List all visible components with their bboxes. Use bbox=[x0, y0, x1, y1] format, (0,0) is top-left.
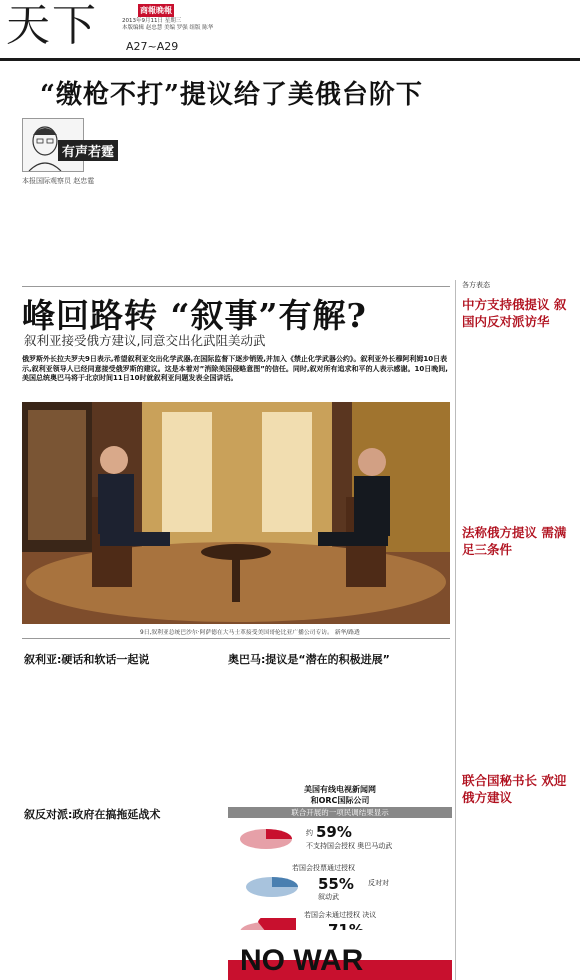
pie-chart-icon bbox=[242, 873, 302, 901]
poll-bar: 联合开展的一项民调结果显示 bbox=[228, 807, 452, 818]
column-text-4 bbox=[332, 118, 432, 283]
section-syria-text-1 bbox=[22, 668, 122, 793]
poll-row-2-percent: 55% bbox=[318, 875, 354, 893]
poll-row-2-suffix: 反对对 bbox=[368, 879, 389, 887]
poll-row-2-prefix: 若国会投票通过授权 bbox=[292, 864, 355, 872]
poll-title-1: 美国有线电视新闻网 bbox=[304, 785, 376, 794]
editors-line: 本版编辑 赵忠慧 美编 罗强 组版 陈华 bbox=[122, 25, 214, 31]
section-obama-text-1 bbox=[228, 668, 336, 778]
date-line: 2013年9月11日 星期三 bbox=[122, 18, 182, 24]
page-range: A27~A29 bbox=[126, 40, 179, 53]
masthead-rule bbox=[0, 58, 580, 61]
poll-row-3-prefix: 若国会未通过授权 决议 bbox=[304, 911, 377, 919]
main-lead: 俄罗斯外长拉夫罗夫9日表示,希望叙利亚交出化学武器,在国际监督下逐步销毁,并加入《禁止化学武器公约》。叙利亚外长穆阿利姆10日表示,叙利亚领导人已经同意接受俄罗斯的建议。这是本着对”消除美国侵略意图”的信任。同时,叙对所有追求和平的人表示感谢。10日晚间,美国总统奥巴马将于北京时间11日10时就叙利亚问题发表全国讲话。 bbox=[22, 355, 448, 382]
right-item-2-headline: 法称俄方提议 需满足三条件 bbox=[462, 525, 567, 557]
right-item-3-text bbox=[462, 812, 574, 978]
section-title: 天下 bbox=[6, 0, 98, 51]
pie-chart-icon bbox=[236, 825, 296, 853]
column-text-5 bbox=[440, 118, 568, 268]
section-obama-text-2 bbox=[342, 668, 450, 778]
section-syria-text-2 bbox=[124, 668, 224, 793]
section-syria-title: 叙利亚:硬话和软话一起说 bbox=[24, 653, 150, 666]
main-headline: 峰回路转 “叙事”有解? bbox=[22, 296, 367, 335]
column-byline: 本报国际观察员 赵忠霆 bbox=[22, 177, 95, 185]
main-subheadline: 叙利亚接受俄方建议,同意交出化武阻美动武 bbox=[24, 333, 266, 348]
right-item-1-text bbox=[462, 336, 574, 516]
right-column-tag: 各方表态 bbox=[462, 281, 490, 289]
right-item-2-text bbox=[462, 566, 574, 766]
no-war-banner-image bbox=[228, 930, 452, 980]
poll-title-2: 和ORC国际公司 bbox=[310, 796, 370, 805]
interview-photo bbox=[22, 402, 450, 624]
no-war-banner-text: NO WAR bbox=[240, 944, 364, 977]
section-opposition-title: 叙反对派:政府在搞拖延战术 bbox=[24, 808, 161, 821]
column-text-3 bbox=[224, 118, 324, 283]
column-text-1 bbox=[22, 188, 106, 283]
masthead-meta bbox=[122, 18, 213, 32]
poll-row-2-label: 叙动武 bbox=[318, 893, 339, 901]
right-item-1-headline: 中方支持俄提议 叙国内反对派访华 bbox=[462, 297, 567, 329]
divider bbox=[22, 286, 450, 287]
interview-scene bbox=[22, 402, 450, 624]
column-text-2 bbox=[116, 118, 216, 283]
poll-row-1-prefix: 约 bbox=[306, 829, 313, 837]
column-name: 有声若霆 bbox=[58, 140, 118, 161]
newspaper-logo: 商報晚報 bbox=[140, 6, 172, 15]
photo-caption: 9日,叙利亚总统巴沙尔·阿萨德在大马士革接受美国哥伦比亚广播公司专访。 新华/路透 bbox=[140, 630, 360, 636]
poll-row-1-percent: 59% bbox=[316, 823, 352, 841]
section-opposition-text-1 bbox=[22, 823, 122, 978]
divider bbox=[22, 638, 450, 639]
section-opposition-text-2 bbox=[124, 823, 224, 978]
right-item-3-headline: 联合国秘书长 欢迎俄方建议 bbox=[462, 773, 567, 805]
poll-row-1-label: 不支持国会授权 奥巴马动武 bbox=[306, 842, 393, 850]
column-headline: “缴枪不打”提议给了美俄台阶下 bbox=[40, 80, 423, 110]
section-obama-title: 奥巴马:提议是“潜在的积极进展” bbox=[228, 653, 390, 666]
column-rule bbox=[455, 280, 456, 980]
